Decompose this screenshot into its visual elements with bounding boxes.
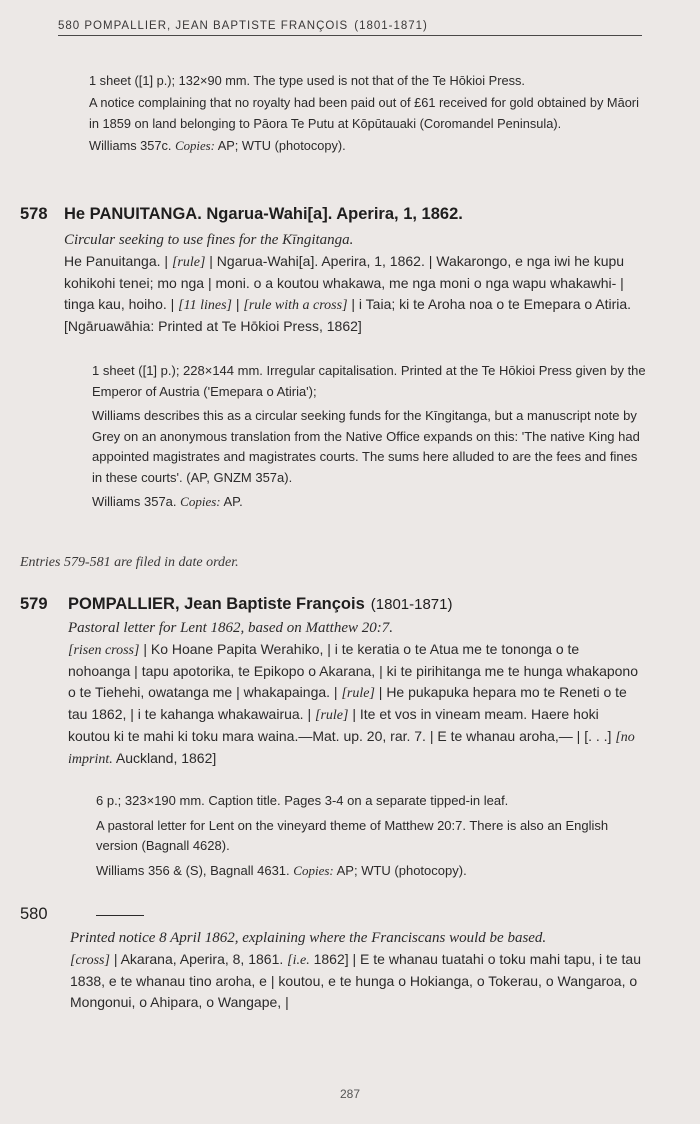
entry-physical-579: 6 p.; 323×190 mm. Caption title. Pages 3-4 on a separate tipped-in leaf.	[96, 793, 509, 808]
entry-number-580: 580	[20, 905, 48, 923]
entry-heading-579	[68, 595, 453, 614]
entry-number-579: 579	[20, 595, 48, 613]
prev-entry-physical: 1 sheet ([1] p.); 132×90 mm. The type used is not that of the Te Hōkioi Press.	[89, 73, 525, 88]
prev-entry-note: A notice complaining that no royalty had been paid out of £61 received for gold obtained by Māori in 1859 on land belonging to Pāora Te Putu at Kōpūtauaki (Coromandel Peninsula).	[89, 94, 639, 131]
entry-number-578: 578	[20, 205, 48, 223]
entry-note-578: Williams describes this as a circular seeking funds for the Kīngitanga, but a manuscript note by Grey on an anonymous translation from the Native Office expands on this: 'The native King had appointed magistrates and magistrates courts. The sums here alluded to are the fees and fines in these courts'. (AP, GNZM 357a).	[92, 408, 640, 485]
refs-text-579: Williams 356 & (S), Bagnall 4631.	[96, 862, 290, 878]
entry-refs-578	[92, 492, 646, 513]
entry-note-579: A pastoral letter for Lent on the vineyard theme of Matthew 20:7. There is also an English version (Bagnall 4628).	[96, 817, 609, 853]
entry-refs-579	[96, 861, 646, 882]
refs-copies-578: AP.	[223, 494, 243, 509]
entry-transcription-579: [risen cross] | Ko Hoane Papita Werahiko, | i te keratia o te Atua me te tononga o te nohoanga | tapu apotorika, te Epikopo o Akarana, | ki te pirihitanga me te hunga whakapono o te Tiehehi, owatanga me | whakapainga. | [rule] | He pukapuka hepara mo te Reneti o te tau 1862, | i te kahanga whakawairua. | [rule] | Ite et vos in vineam meam. Haere hoki koutou ki te mahi ki toku mara waina.—Mat. up. 20, rar. 7. | E te whanau aroha,— | [. . .] [no imprint. Auckland, 1862]	[68, 641, 639, 767]
entry-body-579	[68, 618, 643, 770]
entry-body-580	[70, 928, 645, 1013]
entry-body-578	[64, 230, 642, 337]
running-head	[58, 20, 642, 36]
entry-subtitle-579: Pastoral letter for Lent 1862, based on Matthew 20:7.	[68, 620, 393, 636]
entry-heading-578: He PANUITANGA. Ngarua-Wahi[a]. Aperira, 1, 1862.	[64, 205, 463, 223]
prev-refs-copies-label: Copies:	[175, 138, 215, 153]
entry-dates-579: (1801-1871)	[370, 596, 453, 613]
series-note: Entries 579-581 are filed in date order.	[20, 555, 239, 570]
entry-subtitle-578: Circular seeking to use fines for the Kīngitanga.	[64, 232, 354, 248]
prev-entry-refs	[89, 135, 645, 158]
refs-copies-579: AP; WTU (photocopy).	[336, 862, 467, 878]
page-number: 287	[339, 1087, 361, 1101]
prev-refs-text: Williams 357c.	[89, 137, 172, 153]
entry-notes-578	[92, 361, 646, 517]
refs-text-578: Williams 357a.	[92, 494, 177, 509]
prev-entry-notes	[89, 70, 645, 157]
running-head-dates: (1801-1871)	[354, 20, 428, 32]
refs-copies-label-579: Copies:	[293, 862, 334, 878]
entry-transcription-580: [cross] | Akarana, Aperira, 8, 1861. [i.e. 1862] | E te whanau tuatahi o toku mahi tapu, i te tau 1838, e te whanau tino aroha, e | koutou, e te hunga o Hokianga, o Tokerau, o Wangaroa, o Mongonui, o Ahipara, o Wangape, |	[70, 951, 642, 1010]
entry-subtitle-580: Printed notice 8 April 1862, explaining where the Franciscans would be based.	[70, 930, 547, 946]
entry-physical-578: 1 sheet ([1] p.); 228×144 mm. Irregular capitalisation. Printed at the Te Hōkioi Press given by the Emperor of Austria ('Emepara o Atiria');	[92, 363, 646, 399]
entry-transcription-578: He Panuitanga. | [rule] | Ngarua-Wahi[a]. Aperira, 1, 1862. | Wakarongo, e nga iwi he kupu kohikohi tenei; mo nga | moni. o a koutou whakawa, me nga moni o nga wapu whakawhi- | tinga kau, hoiho. | [11 lines] | [rule with a cross] | i Taia; ki te Aroha noa o te Emepara o Atiria. [Ngāruawāhia: Printed at Te Hōkioi Press, 1862]	[64, 253, 632, 334]
entry-notes-579	[96, 791, 646, 885]
prev-refs-copies: AP; WTU (photocopy).	[217, 137, 346, 153]
refs-copies-label-578: Copies:	[180, 494, 221, 509]
repeat-author-dash	[96, 915, 144, 916]
running-head-text: 580 POMPALLIER, JEAN BAPTISTE FRANÇOIS	[58, 20, 349, 32]
entry-name-579: POMPALLIER, Jean Baptiste François	[68, 595, 365, 613]
